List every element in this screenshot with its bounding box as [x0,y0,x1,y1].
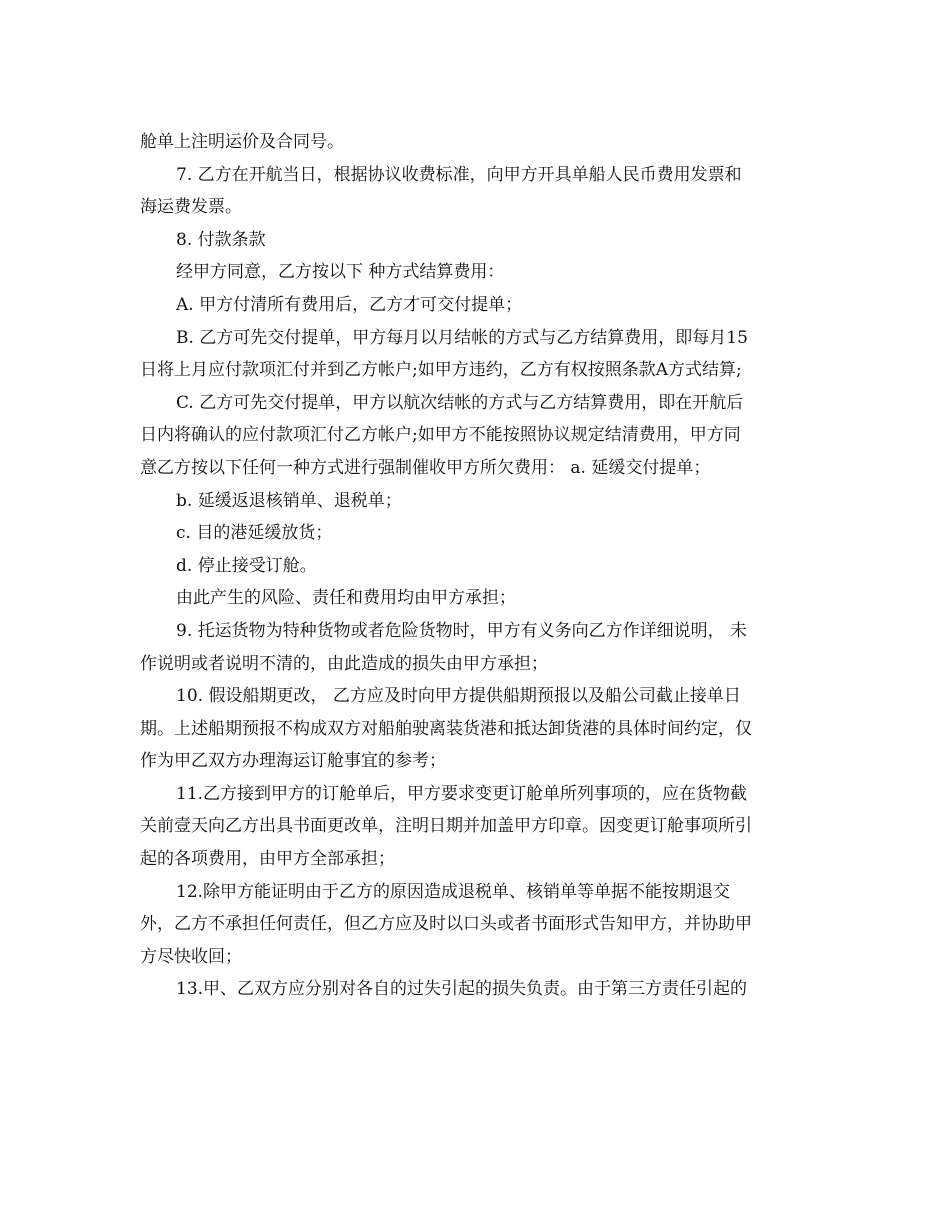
document-page [140,126,812,1006]
text-line: 作说明或者说明不清的，由此造成的损失由甲方承担； [140,653,548,674]
text-line: 关前壹天向乙方出具书面更改单，注明日期并加盖甲方印章。因变更订舱事项所引 [140,816,752,837]
text-line: A. 甲方付清所有费用后，乙方才可交付提单； [176,294,523,315]
text-line: B. 乙方可先交付提单，甲方每月以月结帐的方式与乙方结算费用，即每月15 [176,327,748,348]
text-line: 舱单上注明运价及合同号。 [140,132,344,152]
text-line: 13.甲、乙双方应分别对各自的过失引起的损失负责。由于第三方责任引起的 [176,979,748,1000]
text-line: 作为甲乙双方办理海运订舱事宜的参考； [140,751,446,772]
section-heading: 8. 付款条款 [176,229,266,250]
text-line: 经甲方同意，乙方按以下 种方式结算费用： [176,262,505,283]
text-line: 10. 假设船期更改， 乙方应及时向甲方提供船期预报以及船公司截止接单日 [176,686,741,707]
text-line: b. 延缓返退核销单、退税单； [176,490,402,511]
text-line: 11.乙方接到甲方的订舱单后，甲方要求变更订舱单所列事项的，应在货物截 [176,783,748,804]
text-line: 日内将确认的应付款项汇付乙方帐户;如甲方不能按照协议规定结清费用，甲方同 [140,425,741,446]
text-line: 意乙方按以下任何一种方式进行强制催收甲方所欠费用： a. 延缓交付提单； [140,457,711,478]
text-line: 外，乙方不承担任何责任，但乙方应及时以口头或者书面形式告知甲方，并协助甲 [140,914,752,935]
text-line: 起的各项费用，由甲方全部承担； [140,849,395,870]
text-line: 7. 乙方在开航当日，根据协议收费标准，向甲方开具单船人民币费用发票和 [176,164,742,185]
text-line: d. 停止接受订舱。 [176,555,317,576]
text-line: 12.除甲方能证明由于乙方的原因造成退税单、核销单等单据不能按期退交 [176,881,731,902]
text-line: 9. 托运货物为特种货物或者危险货物时，甲方有义务向乙方作详细说明， 未 [176,620,748,641]
text-line: C. 乙方可先交付提单，甲方以航次结帐的方式与乙方结算费用，即在开航后 [176,392,744,413]
text-line: c. 目的港延缓放货； [176,523,333,544]
text-line: 日将上月应付款项汇付并到乙方帐户;如甲方违约，乙方有权按照条款A方式结算; [140,360,742,381]
text-line: 海运费发票。 [140,197,242,218]
text-line: 方尽快收回； [140,946,242,967]
text-line: 期。上述船期预报不构成双方对船舶驶离装货港和抵达卸货港的具体时间约定，仅 [140,718,752,739]
text-line: 由此产生的风险、责任和费用均由甲方承担； [176,588,516,609]
